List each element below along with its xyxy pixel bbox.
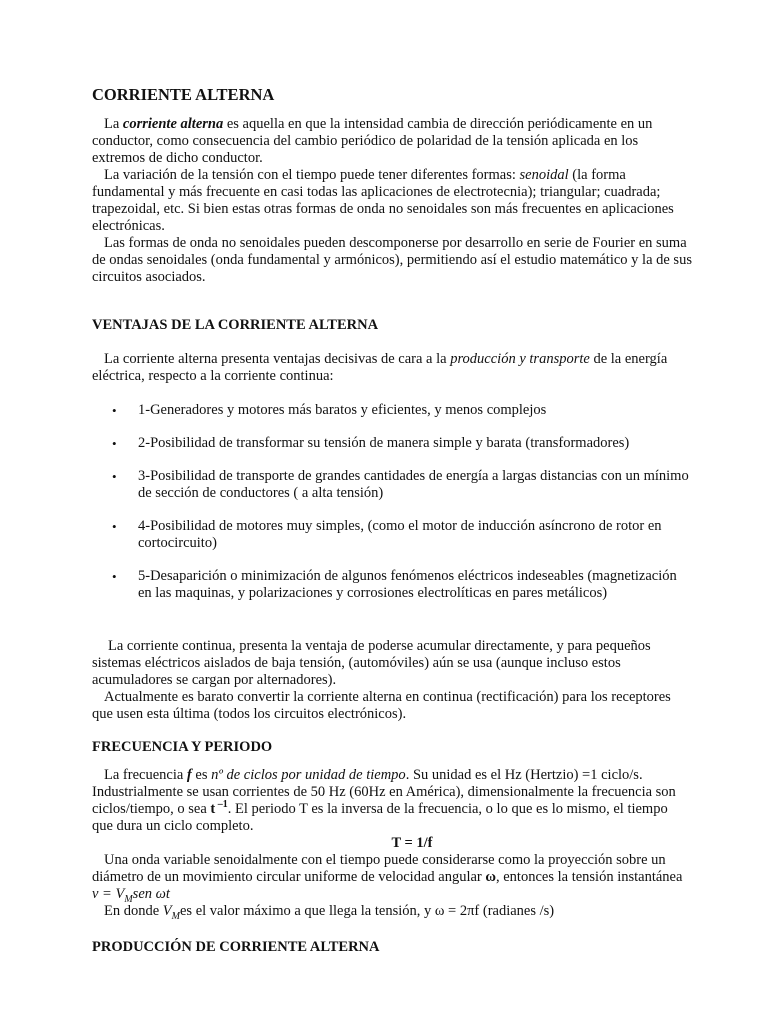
term-senoidal: senoidal xyxy=(519,167,569,183)
text-run: Una onda variable senoidalmente con el tiempo puede considerarse como la proyección sobre un diámetro de un movimiento circular uniforme de velocidad angular xyxy=(92,852,666,885)
symbol-f: f xyxy=(186,767,192,783)
list-item: • 1-Generadores y motores más baratos y eficientes, y menos complejos xyxy=(92,402,692,419)
ventajas-list xyxy=(92,402,692,602)
intro-paragraph-1 xyxy=(92,116,692,167)
section-heading-frecuencia: FRECUENCIA Y PERIODO xyxy=(92,739,273,755)
frequency-definition: nº de ciclos por unidad de tiempo xyxy=(211,767,406,783)
list-item: • 3-Posibilidad de transporte de grandes cantidades de energía a largas distancias con un mínimo de sección de conductores ( a alta tensión) xyxy=(92,468,692,502)
instantaneous-voltage-equation xyxy=(92,886,170,905)
subscript: M xyxy=(124,893,133,905)
text-run: En donde xyxy=(104,903,163,919)
intro-paragraph-2 xyxy=(92,167,692,235)
list-item: • 5-Desaparición o minimización de algunos fenómenos eléctricos indeseables (magnetización en las maquinas, y polarizaciones y corrosiones electrolíticas en pares metálicos) xyxy=(92,568,692,602)
term-corriente-alterna: corriente alterna xyxy=(122,116,224,132)
text-run: La corriente alterna presenta ventajas decisivas de cara a la xyxy=(104,351,451,367)
text-run: (la forma fundamental y más frecuente en casi todas las aplicaciones de electrotecnia); triangular; cuadrada; trapezoidal, etc. Si bien estas otras formas de onda no senoidales son más frecuentes en aplicaciones electrónicas. xyxy=(92,167,674,234)
text-run: es aquella en que la intensidad cambia de dirección periódicamente en un conductor, como consecuencia del cambio periódico de polaridad de la tensión aplicada en los extremos de dicho conductor. xyxy=(92,116,653,166)
text-run: es el valor máximo a que llega la tensión, y ω = 2πf (radianes /s) xyxy=(180,903,555,919)
ventajas-intro xyxy=(92,351,692,385)
subscript: M xyxy=(171,910,180,922)
frecuencia-section xyxy=(92,767,692,920)
exponent: –1 xyxy=(215,799,228,811)
symbol-omega: ω xyxy=(485,869,496,885)
frecuencia-paragraph-2 xyxy=(92,852,692,903)
symbol-vm: V xyxy=(162,903,172,919)
continua-paragraph: La corriente continua, presenta la ventaja de poderse acumular directamente, y para pequeños sistemas eléctricos aislados de baja tensión, (automóviles) aún se usa (aunque incluso estos acumuladores se cargan por alternadores). xyxy=(92,638,651,688)
page-title: CORRIENTE ALTERNA xyxy=(92,85,275,104)
frecuencia-paragraph-1 xyxy=(92,767,692,835)
term-produccion-transporte: producción y transporte xyxy=(450,351,590,367)
text-run: de la energía eléctrica, respecto a la corriente continua: xyxy=(92,351,668,384)
rectificacion-paragraph: Actualmente es barato convertir la corriente alterna en continua (rectificación) para los receptores que usen esta última (todos los circuitos electrónicos). xyxy=(92,689,671,722)
text-run: es xyxy=(191,767,212,783)
text-run: , entonces la tensión instantánea xyxy=(496,869,683,885)
symbol-t: t xyxy=(210,801,216,817)
intro-paragraph-3: Las formas de onda no senoidales pueden descomponerse por desarrollo en serie de Fourier en suma de ondas senoidales (onda fundamental y armónicos), permitiendo así el estudio matemático y la de sus circuitos asociados. xyxy=(92,235,692,285)
list-item: • 2-Posibilidad de transformar su tensión de manera simple y barata (transformadores) xyxy=(92,435,692,452)
ventajas-list-container xyxy=(92,402,692,618)
text-run: . El periodo T es la inversa de la frecuencia, o lo que es lo mismo, el tiempo que dura un ciclo completo. xyxy=(92,801,668,834)
frecuencia-paragraph-3 xyxy=(92,903,692,920)
text-run: La frecuencia xyxy=(104,767,187,783)
list-item: • 4-Posibilidad de motores muy simples, (como el motor de inducción asíncrono de rotor en cortocircuito) xyxy=(92,518,692,552)
text-run: v = V xyxy=(92,886,125,902)
period-formula: T = 1/f xyxy=(391,835,433,851)
text-run: La variación de la tensión con el tiempo puede tener diferentes formas: xyxy=(104,167,520,183)
text-run: . Su unidad es el Hz (Hertzio) =1 ciclo/s. Industrialmente se usan corrientes de 50 Hz (60Hz en América), dimensionalmente la frecuencia son ciclos/tiempo, o sea xyxy=(92,767,676,817)
text-run: sen ωt xyxy=(132,886,170,902)
section-heading-produccion: PRODUCCIÓN DE CORRIENTE ALTERNA xyxy=(92,939,380,955)
ventajas-intro-paragraph xyxy=(92,351,692,385)
ventajas-after xyxy=(92,638,692,723)
text-run: La xyxy=(104,116,123,132)
section-heading-ventajas: VENTAJAS DE LA CORRIENTE ALTERNA xyxy=(92,317,379,333)
intro-section xyxy=(92,116,692,286)
